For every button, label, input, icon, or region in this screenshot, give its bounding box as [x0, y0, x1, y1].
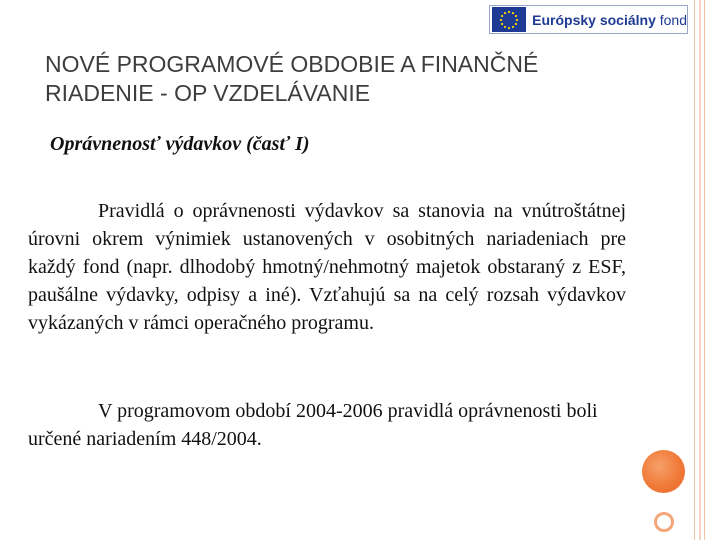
decorative-circle-filled: [642, 450, 685, 493]
decorative-rule: [699, 0, 701, 540]
eu-star-icon: [500, 18, 502, 20]
decorative-rule: [694, 0, 695, 540]
section-subtitle: Oprávnenosť výdavkov (časť I): [50, 133, 310, 155]
page-title-line-1: NOVÉ PROGRAMOVÉ OBDOBIE A FINANČNÉ: [45, 51, 539, 77]
body-paragraph-2: V programovom období 2004-2006 pravidlá oprávnenosti boli určené nariadením 448/2004.: [28, 400, 598, 450]
eu-star-icon: [508, 26, 510, 28]
eu-star-icon: [515, 14, 517, 16]
eu-star-icon: [501, 14, 503, 16]
eu-flag-icon: [492, 7, 526, 32]
esf-logo-label: Európsky sociálny fond: [532, 11, 687, 28]
eu-star-icon: [504, 25, 506, 27]
eu-stars-icon: [497, 9, 521, 31]
eu-star-icon: [516, 18, 518, 20]
eu-star-icon: [504, 11, 506, 13]
eu-star-icon: [515, 22, 517, 24]
decorative-circle-outline: [654, 512, 674, 532]
eu-star-icon: [512, 11, 514, 13]
page-title-line-2: RIADENIE - OP VZDELÁVANIE: [45, 80, 371, 106]
esf-logo: [489, 5, 688, 34]
page-title: [45, 50, 645, 108]
body-paragraph-1: Pravidlá o oprávnenosti výdavkov sa stanovia na vnútroštátnej úrovni okrem výnimiek ustanovených v osobitných nariadeniach pre každý fond (napr. dlhodobý hmotný/nehmotný majetok obstaraný z ESF, paušálne výdavky, odpisy a iné). Vzťahujú sa na celý rozsah výdavkov vykázaných v rámci operačného programu.: [28, 200, 626, 334]
eu-star-icon: [508, 10, 510, 12]
eu-star-icon: [512, 25, 514, 27]
eu-star-icon: [501, 22, 503, 24]
decorative-rule: [704, 0, 705, 540]
